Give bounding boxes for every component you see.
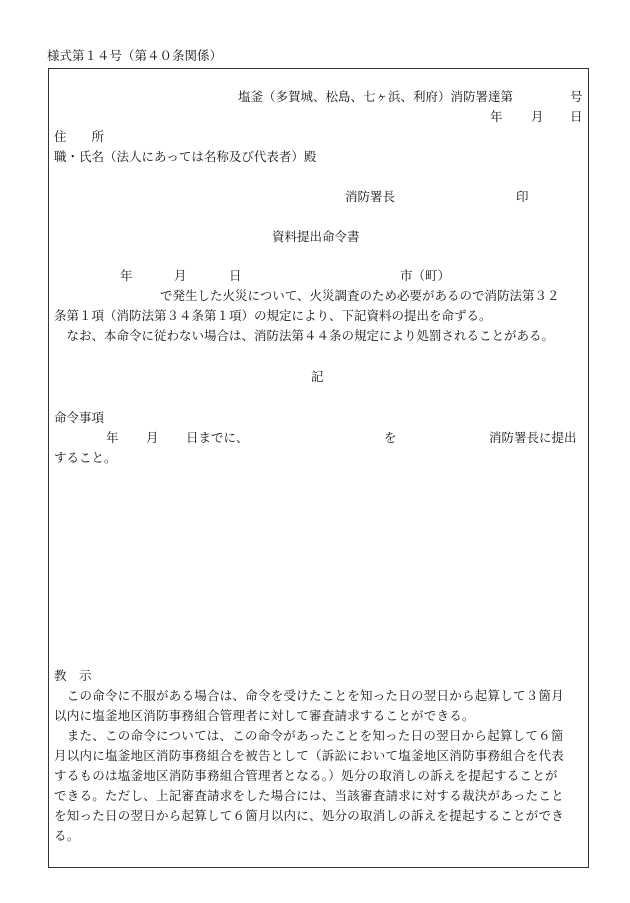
body-line-3: なお、本命令に従わない場合は、消防法第４４条の規定により処罰されることがある。: [54, 328, 555, 343]
order-line-2: すること。: [54, 450, 117, 465]
order-month: 月: [146, 430, 159, 445]
instruction-line: る。: [54, 828, 80, 843]
body-city: 市（町）: [400, 268, 451, 283]
order-heading: 命令事項: [54, 410, 105, 425]
seal-mark: 印: [516, 189, 529, 204]
instruction-heading: 教 示: [54, 668, 92, 683]
order-deadline: 日までに、: [186, 430, 249, 445]
instruction-line: また、この命令については、この命令があったことを知った日の翌日から起算して６箇: [54, 728, 564, 743]
body-line-1: で発生した火災について、火災調査のため必要があるので消防法第３２: [160, 288, 560, 303]
instruction-line: できる。ただし、上記審査請求をした場合には、当該審査請求に対する裁決があったこと: [54, 788, 564, 803]
sender-title: 消防署長: [345, 189, 396, 204]
instruction-line: するものは塩釜地区消防事務組合管理者となる。）処分の取消しの訴えを提起することが: [54, 768, 558, 783]
issuer-line: 塩釜（多賀城、松島、七ヶ浜、利府）消防署達第: [238, 89, 514, 104]
body-date-day: 日: [229, 268, 242, 283]
body-date-month: 月: [174, 268, 187, 283]
header-date-day: 日: [570, 109, 583, 124]
form-id: 様式第１４号（第４０条関係）: [47, 48, 223, 63]
instruction-line: 月以内に塩釜地区消防事務組合を被告として（訴訟において塩釜地区消防事務組合を代表: [54, 748, 565, 763]
address-label: 住 所: [54, 129, 105, 144]
order-object-particle: を: [384, 430, 397, 445]
instruction-line: を知った日の翌日から起算して６箇月以内に、処分の取消しの訴えを提起することができ: [54, 808, 565, 823]
header-date-month: 月: [531, 109, 544, 124]
ki-mark: 記: [311, 369, 324, 384]
number-suffix: 号: [570, 89, 583, 104]
order-submit-to: 消防署長に提出: [489, 430, 577, 445]
body-line-2: 条第１項（消防法第３４条第１項）の規定により、下記資料の提出を命ずる。: [54, 308, 492, 323]
body-date-year: 年: [120, 268, 133, 283]
header-date-year: 年: [490, 109, 503, 124]
recipient-name-label: 職・氏名（法人にあっては名称及び代表者）殿: [54, 149, 317, 164]
instruction-line: この命令に不服がある場合は、命令を受けたことを知った日の翌日から起算して３箇月: [54, 688, 565, 703]
instruction-line: 以内に塩釜地区消防事務組合管理者に対して審査請求することができる。: [54, 708, 475, 723]
order-year: 年: [106, 430, 119, 445]
document-title: 資料提出命令書: [272, 229, 360, 244]
